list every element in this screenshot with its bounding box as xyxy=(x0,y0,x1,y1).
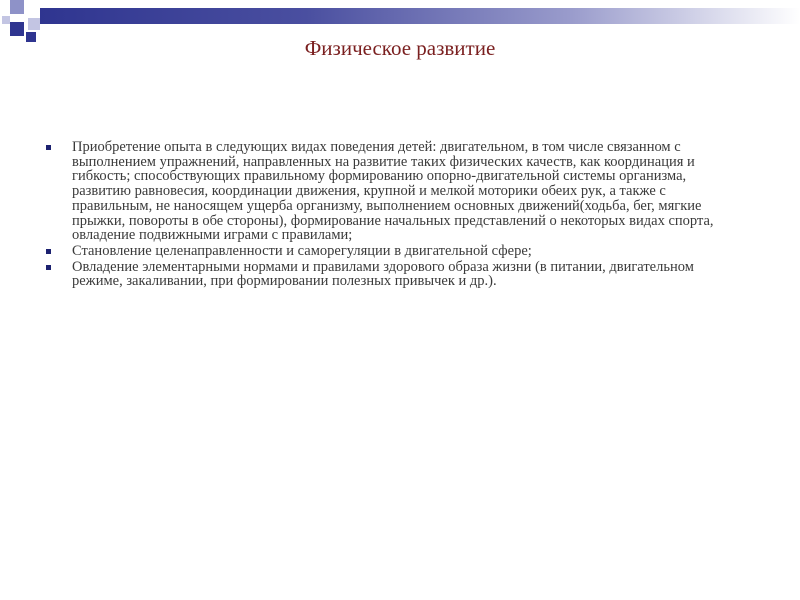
slide-title: Физическое развитие xyxy=(304,36,496,60)
header-gradient-bar xyxy=(40,8,800,24)
bullet-item xyxy=(46,244,746,259)
bullet-text: Становление целенаправленности и саморегуляции в двигательной сфере; xyxy=(72,242,532,259)
bullet-item xyxy=(46,260,746,289)
decorative-square xyxy=(10,22,24,36)
square-bullet-icon xyxy=(46,249,51,254)
square-bullet-icon xyxy=(46,265,51,270)
decorative-square xyxy=(28,18,40,30)
square-bullet-icon xyxy=(46,145,51,150)
bullet-list xyxy=(46,140,746,290)
bullet-item xyxy=(46,140,746,243)
decorative-square xyxy=(2,16,10,24)
bullet-text: Приобретение опыта в следующих видах поведения детей: двигательном, в том числе связанном с выполнением упражнений, направленных на развитие таких физических качеств, как координация и гибкость; способствующих правильному формированию опорно-двигательной системы организма, развитию равновесия, координации движения, крупной и мелкой моторики обеих рук, а также с правильным, не наносящем ущерба организму, выполнением основных движений(ходьба, бег, мягкие прыжки, повороты в обе стороны), формирование начальных представлений о некоторых видах спорта, овладение подвижными играми с правилами; xyxy=(72,139,714,244)
bullet-text: Овладение элементарными нормами и правилами здорового образа жизни (в питании, двигательном режиме, закаливании, при формировании полезных привычек и др.). xyxy=(72,258,694,290)
decorative-square xyxy=(10,0,24,14)
